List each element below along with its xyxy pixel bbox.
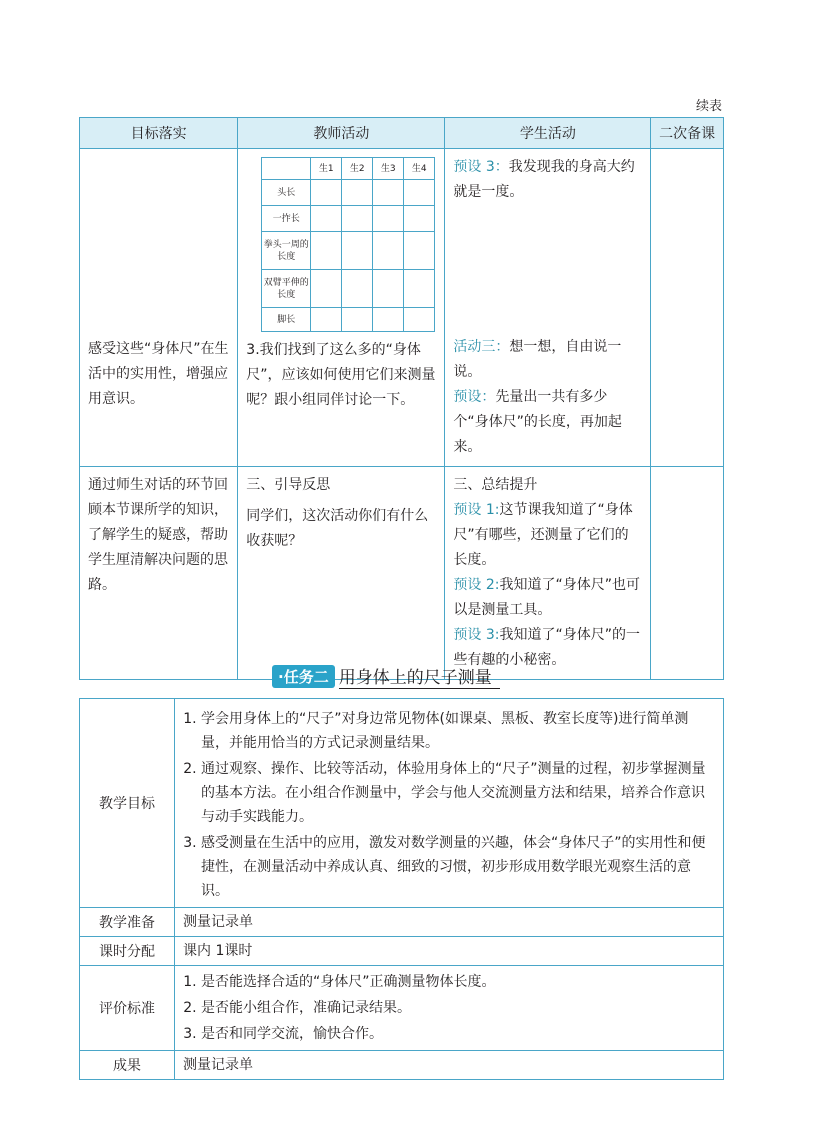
eval-content [175,966,724,1051]
goal-cell-1 [80,149,238,467]
activity-text: 想一想，自由说一说。 [453,339,622,380]
row-time [80,937,724,966]
header-student: 学生活动 [445,118,651,149]
row-teaching-goals [80,699,724,908]
preset-text: 我发现我的身高大约就是一度。 [453,159,635,200]
student-title-2: 三、总结提升 [453,477,538,493]
teacher-cell-1 [238,149,445,467]
summary-preset-2 [445,573,650,623]
eval-item: 3. 是否和同学交流，愉快合作。 [201,1022,715,1046]
student-preset [445,385,650,466]
student-cell-2 [445,467,651,680]
prep-value: 测量记录单 [175,908,724,937]
continued-label: 续表 [696,99,723,114]
goal-item: 2. 通过观察、操作、比较等活动，体验用身体上的“尺子”测量的过程，初步掌握测量的基本方法。在小组合作测量中，学会与他人交流测量方法和结果，培养合作意识与动手实践能力。 [201,757,715,829]
revision-cell-2 [651,467,724,680]
teacher-text-1: 3.我们找到了这么多的“身体尺”，应该如何使用它们来测量呢？跟小组同伴讨论一下。 [246,342,436,408]
goal-text-1: 感受这些“身体尺”在生活中的实用性，增强应用意识。 [88,341,229,407]
task-banner [272,663,500,689]
row-reflection [80,467,724,680]
goal-item: 3. 感受测量在生活中的应用，激发对数学测量的兴趣，体会“身体尺子”的实用性和便捷性，在测量活动中养成认真、细致的习惯，初步形成用数学眼光观察生活的意识。 [201,831,715,903]
eval-label: 评价标准 [80,966,175,1051]
result-label: 成果 [80,1051,175,1080]
header-goal: 目标落实 [80,118,238,149]
preset-text: 先量出一共有多少个“身体尺”的长度，再加起来。 [453,389,622,455]
inner-col: 生3 [373,158,404,180]
goals-label: 教学目标 [80,699,175,908]
time-label: 课时分配 [80,937,175,966]
header-revision: 二次备课 [651,118,724,149]
preset-label: 预设： [453,389,496,405]
teacher-title-2: 三、引导反思 [246,477,331,493]
inner-col: 生1 [311,158,342,180]
inner-row-label: 拳头一周的长度 [262,232,311,270]
goals-list [183,707,715,903]
inner-corner [262,158,311,180]
goals-content [175,699,724,908]
summary-preset-1 [445,498,650,573]
eval-list [183,970,715,1046]
inner-row-label: 脚长 [262,308,311,332]
header-teacher: 教师活动 [238,118,445,149]
teacher-text-2: 同学们，这次活动你们有什么收获呢？ [246,508,429,549]
time-value: 课内 1课时 [175,937,724,966]
inner-col: 生2 [342,158,373,180]
prep-label: 教学准备 [80,908,175,937]
student-cell-1 [445,149,651,467]
inner-row-label: 头长 [262,180,311,206]
eval-item: 1. 是否能选择合适的“身体尺”正确测量物体长度。 [201,970,715,994]
goal-text-2: 通过师生对话的环节回顾本节课所学的知识，了解学生的疑惑，帮助学生厘清解决问题的思路。 [88,477,228,593]
header-row [80,118,724,149]
activity-label: 活动三： [453,339,510,355]
task-info-table [79,698,724,1080]
row-result [80,1051,724,1080]
task-tag: ·任务二 [272,665,335,688]
revision-cell-1 [651,149,724,467]
measurement-record-table [261,157,435,332]
inner-row-label: 一拃长 [262,206,311,232]
preset-text: 我知道了“身体尺”的一些有趣的小秘密。 [453,627,640,668]
preset-label: 预设 3: [453,627,500,643]
teacher-cell-2 [238,467,445,680]
goal-item: 1. 学会用身体上的“尺子”对身边常见物体(如课桌、黑板、教室长度等)进行简单测量，并能用恰当的方式记录测量结果。 [201,707,715,755]
preset-label: 预设 2: [453,577,500,593]
result-value: 测量记录单 [175,1051,724,1080]
inner-col: 生4 [404,158,435,180]
lesson-table-continued [79,117,724,680]
preset-text: 我知道了“身体尺”也可以是测量工具。 [453,577,640,618]
row-prep [80,908,724,937]
inner-row-label: 双臂平伸的长度 [262,270,311,308]
preset-label: 预设 1: [453,502,500,518]
preset-text: 这节课我知道了“身体尺”有哪些，还测量了它们的长度。 [453,502,633,568]
student-preset-3 [445,149,650,211]
row-evaluation [80,966,724,1051]
goal-cell-2 [80,467,238,680]
student-activity-3 [445,211,650,385]
row-body-ruler [80,149,724,467]
eval-item: 2. 是否能小组合作，准确记录结果。 [201,996,715,1020]
preset-label: 预设 3： [453,159,509,175]
task-title: 用身体上的尺子测量 [339,663,500,689]
